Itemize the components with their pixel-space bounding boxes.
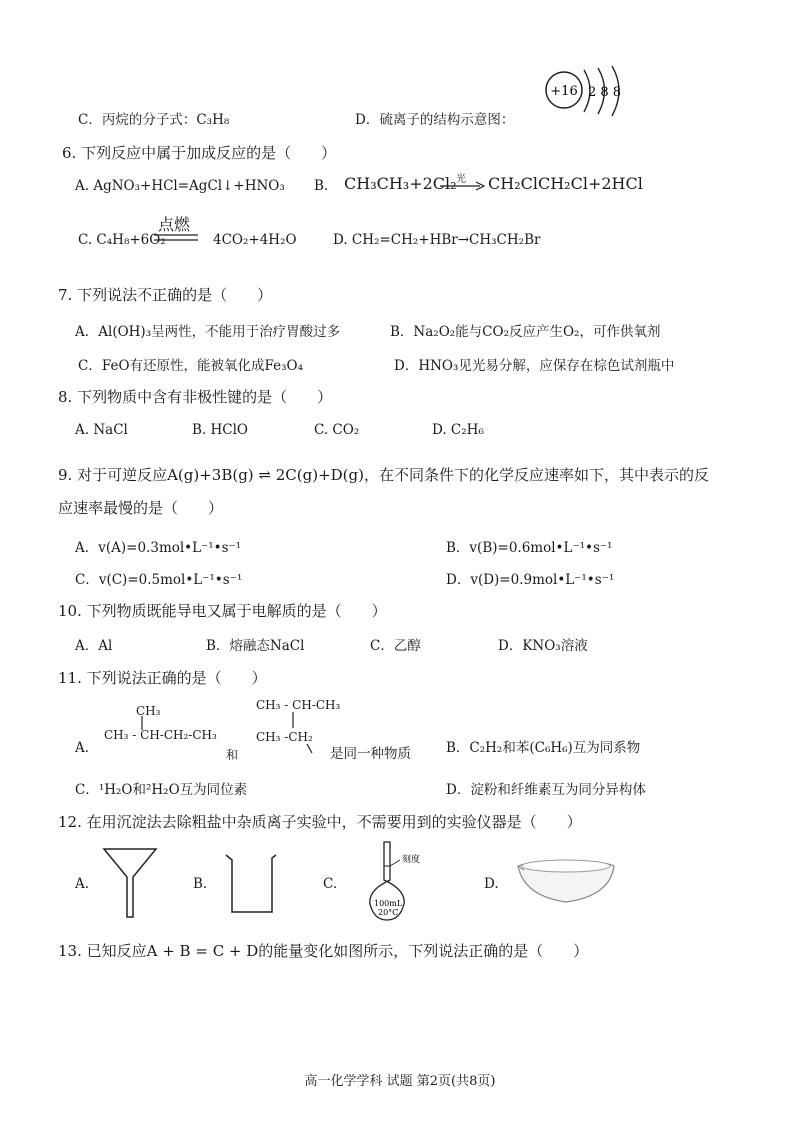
q11-struct1-branch: CH₃ — [136, 704, 161, 718]
flask-mark-label: 刻度 — [402, 855, 421, 865]
electron-shells: 2 8 8 — [588, 85, 622, 100]
flask-temp-label: 20°C — [378, 908, 399, 917]
q7-option-d: D．HNO₃见光易分解，应保存在棕色试剂瓶中 — [394, 358, 675, 374]
q9-option-b: B．v(B)=0.6mol•L⁻¹•s⁻¹ — [446, 540, 613, 556]
q12-option-c: C. — [323, 876, 338, 892]
q8-stem: 8. 下列物质中含有非极性键的是（ ） — [58, 388, 333, 406]
sulfur-ion-structure-diagram — [538, 60, 638, 130]
q10-option-a: A．Al — [75, 638, 113, 654]
q12-option-b: B. — [193, 876, 208, 892]
q9-option-c: C．v(C)=0.5mol•L⁻¹•s⁻¹ — [75, 572, 243, 588]
q12-option-d: D. — [484, 876, 499, 892]
q11-and: 和 — [226, 748, 239, 762]
q6-stem: 6. 下列反应中属于加成反应的是（ ） — [62, 144, 337, 162]
evaporating-dish-icon — [514, 852, 618, 908]
q6-condition-light: 光 — [456, 174, 466, 185]
q8-option-d: D. C₂H₆ — [432, 422, 484, 438]
q6-option-b-left: CH₃CH₃+2Cl₂ — [344, 174, 457, 193]
q11-option-c: C．¹H₂O和²H₂O互为同位素 — [75, 782, 248, 798]
funnel-icon — [100, 845, 160, 919]
q11-same-substance: 是同一种物质 — [330, 746, 411, 762]
q11-option-a-letter: A． — [75, 740, 99, 756]
q11-option-b: B．C₂H₂和苯(C₆H₆)互为同系物 — [446, 740, 641, 756]
q9-stem-line1: 9. 对于可逆反应A(g)+3B(g) ⇌ 2C(g)+D(g)，在不同条件下的化学反应速率如下，其中表示的反 — [58, 466, 709, 484]
q7-stem: 7. 下列说法不正确的是（ ） — [58, 286, 273, 304]
q9-option-a: A．v(A)=0.3mol•L⁻¹•s⁻¹ — [75, 540, 242, 556]
q6-option-a: A. AgNO₃+HCl=AgCl↓+HNO₃ — [75, 178, 285, 194]
q8-option-a: A. NaCl — [75, 422, 128, 438]
flask-volume-label: 100mL — [374, 899, 403, 908]
q5-option-d: D．硫离子的结构示意图： — [355, 112, 515, 128]
q12-option-a: A. — [75, 876, 90, 892]
q11-option-d: D．淀粉和纤维素互为同分异构体 — [446, 782, 646, 798]
q6-option-c-left: C. C₄H₈+6O₂ — [78, 232, 166, 248]
q7-option-c: C．FeO有还原性，能被氧化成Fe₃O₄ — [78, 358, 304, 374]
q11-stem: 11. 下列说法正确的是（ ） — [58, 669, 267, 687]
q10-option-d: D．KNO₃溶液 — [498, 638, 588, 654]
q11-struct2-top: CH₃ - CH-CH₃ — [256, 698, 341, 712]
q10-stem: 10. 下列物质既能导电又属于电解质的是（ ） — [58, 602, 387, 620]
q6-option-b-right: CH₂ClCH₂Cl+2HCl — [488, 174, 643, 193]
bond-line-icon — [291, 712, 295, 728]
q6-option-d: D. CH₂=CH₂+HBr→CH₃CH₂Br — [333, 232, 541, 248]
q6-option-c-right: 4CO₂+4H₂O — [213, 232, 297, 248]
q13-stem: 13. 已知反应A + B = C + D的能量变化如图所示，下列说法正确的是（ ） — [58, 942, 589, 960]
q9-stem-line2: 应速率最慢的是（ ） — [58, 499, 224, 517]
q11-struct1-main: CH₃ - CH-CH₂-CH₃ — [104, 728, 217, 742]
q9-option-d: D．v(D)=0.9mol•L⁻¹•s⁻¹ — [446, 572, 615, 588]
q7-option-b: B．Na₂O₂能与CO₂反应产生O₂，可作供氧剂 — [390, 324, 661, 340]
q10-option-c: C．乙醇 — [370, 638, 421, 654]
q8-option-c: C. CO₂ — [314, 422, 360, 438]
q5-option-c: C．丙烷的分子式：C₃H₈ — [78, 112, 230, 128]
page-footer: 高一化学学科 试题 第2页(共8页) — [304, 1074, 496, 1089]
beaker-icon — [222, 852, 280, 916]
q7-option-a: A．Al(OH)₃呈两性，不能用于治疗胃酸过多 — [75, 324, 341, 340]
reaction-arrow-icon — [440, 181, 486, 191]
nucleus-charge: +16 — [550, 84, 578, 99]
q6-option-b-letter: B. — [314, 178, 329, 194]
volumetric-flask-icon — [364, 840, 444, 924]
q8-option-b: B. HClO — [192, 422, 248, 438]
equals-sign-icon — [152, 232, 202, 244]
q6-condition-ignite: 点燃 — [158, 215, 191, 234]
q10-option-b: B．熔融态NaCl — [206, 638, 305, 654]
bond-line-icon — [306, 744, 314, 754]
q12-stem: 12. 在用沉淀法去除粗盐中杂质离子实验中，不需要用到的实验仪器是（ ） — [58, 813, 582, 831]
q11-struct2-bottom: CH₃ -CH₂ — [256, 730, 313, 744]
